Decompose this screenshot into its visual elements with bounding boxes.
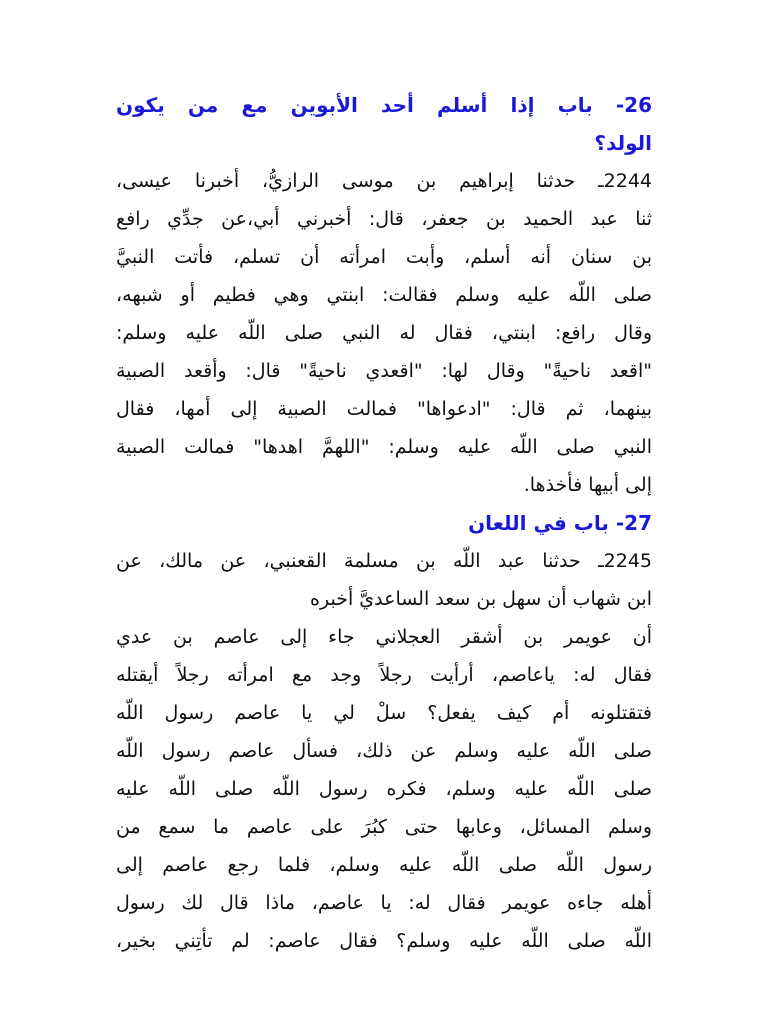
body-line: فتقتلونه أم كيف يفعل؟ سلْ لي يا عاصم رسول اللّه	[116, 702, 652, 724]
section-heading-line: الولد؟	[594, 131, 652, 155]
body-line: أن عويمر بن أشقر العجلاني جاء إلى عاصم بن عدي	[116, 626, 652, 648]
body-line: وسلم المسائل، وعابها حتى كبُرَ على عاصم ما سمع من	[116, 816, 652, 838]
body-line: صلى اللّه عليه وسلم عن ذلك، فسأل عاصم رسول اللّه	[116, 740, 652, 762]
body-line: اللّه صلى اللّه عليه وسلم؟ فقال عاصم: لم تأتِني بخير،	[116, 930, 652, 952]
body-line: إلى أبيها فأخذها.	[523, 474, 652, 496]
section-27	[116, 504, 652, 960]
body-line: النبي صلى اللّه عليه وسلم: "اللهمَّ اهدها" فمالت الصبية	[116, 436, 652, 458]
body-line: رسول اللّه صلى اللّه عليه وسلم، فلما رجع عاصم إلى	[116, 854, 652, 876]
section-heading-line: 26- باب إذا أسلم أحد الأبوين مع من يكون	[116, 93, 652, 117]
document-page	[116, 86, 652, 960]
body-line: فقال له: ياعاصم، أرأيت رجلاً وجد مع امرأته رجلاً أيقتله	[116, 664, 652, 686]
body-line: صلى اللّه عليه وسلم، فكره رسول اللّه صلى اللّه عليه	[116, 778, 652, 800]
body-line: أهله جاءه عويمر فقال له: يا عاصم، ماذا قال لك رسول	[116, 892, 652, 914]
body-line: صلى اللّه عليه وسلم فقالت: ابنتي وهي فطيم أو شبهه،	[116, 284, 652, 306]
body-line: بن سنان أنه أسلم، وأبت امرأته أن تسلم، فأتت النبيَّ	[116, 246, 652, 268]
body-line: ثنا عبد الحميد بن جعفر، قال: أخبرني أبي،عن جدِّي رافع	[116, 208, 652, 230]
body-line: ابن شهاب أن سهل بن سعد الساعديَّ أخبره	[310, 588, 652, 610]
body-line: 2245ـ حدثنا عبد اللّه بن مسلمة القعنبي، عن مالك، عن	[116, 550, 652, 572]
body-line: وقال رافع: ابنتي، فقال له النبي صلى اللّه عليه وسلم:	[116, 322, 652, 344]
section-heading-line: 27- باب في اللعان	[468, 511, 652, 535]
body-line: بينهما، ثم قال: "ادعواها" فمالت الصبية إلى أمها، فقال	[116, 398, 652, 420]
body-line: "اقعد ناحيةً" وقال لها: "اقعدي ناحيةً" قال: وأقعد الصبية	[116, 360, 652, 382]
section-26	[116, 86, 652, 504]
body-line: 2244ـ حدثنا إبراهيم بن موسى الرازيُّ، أخبرنا عيسى،	[116, 170, 652, 192]
